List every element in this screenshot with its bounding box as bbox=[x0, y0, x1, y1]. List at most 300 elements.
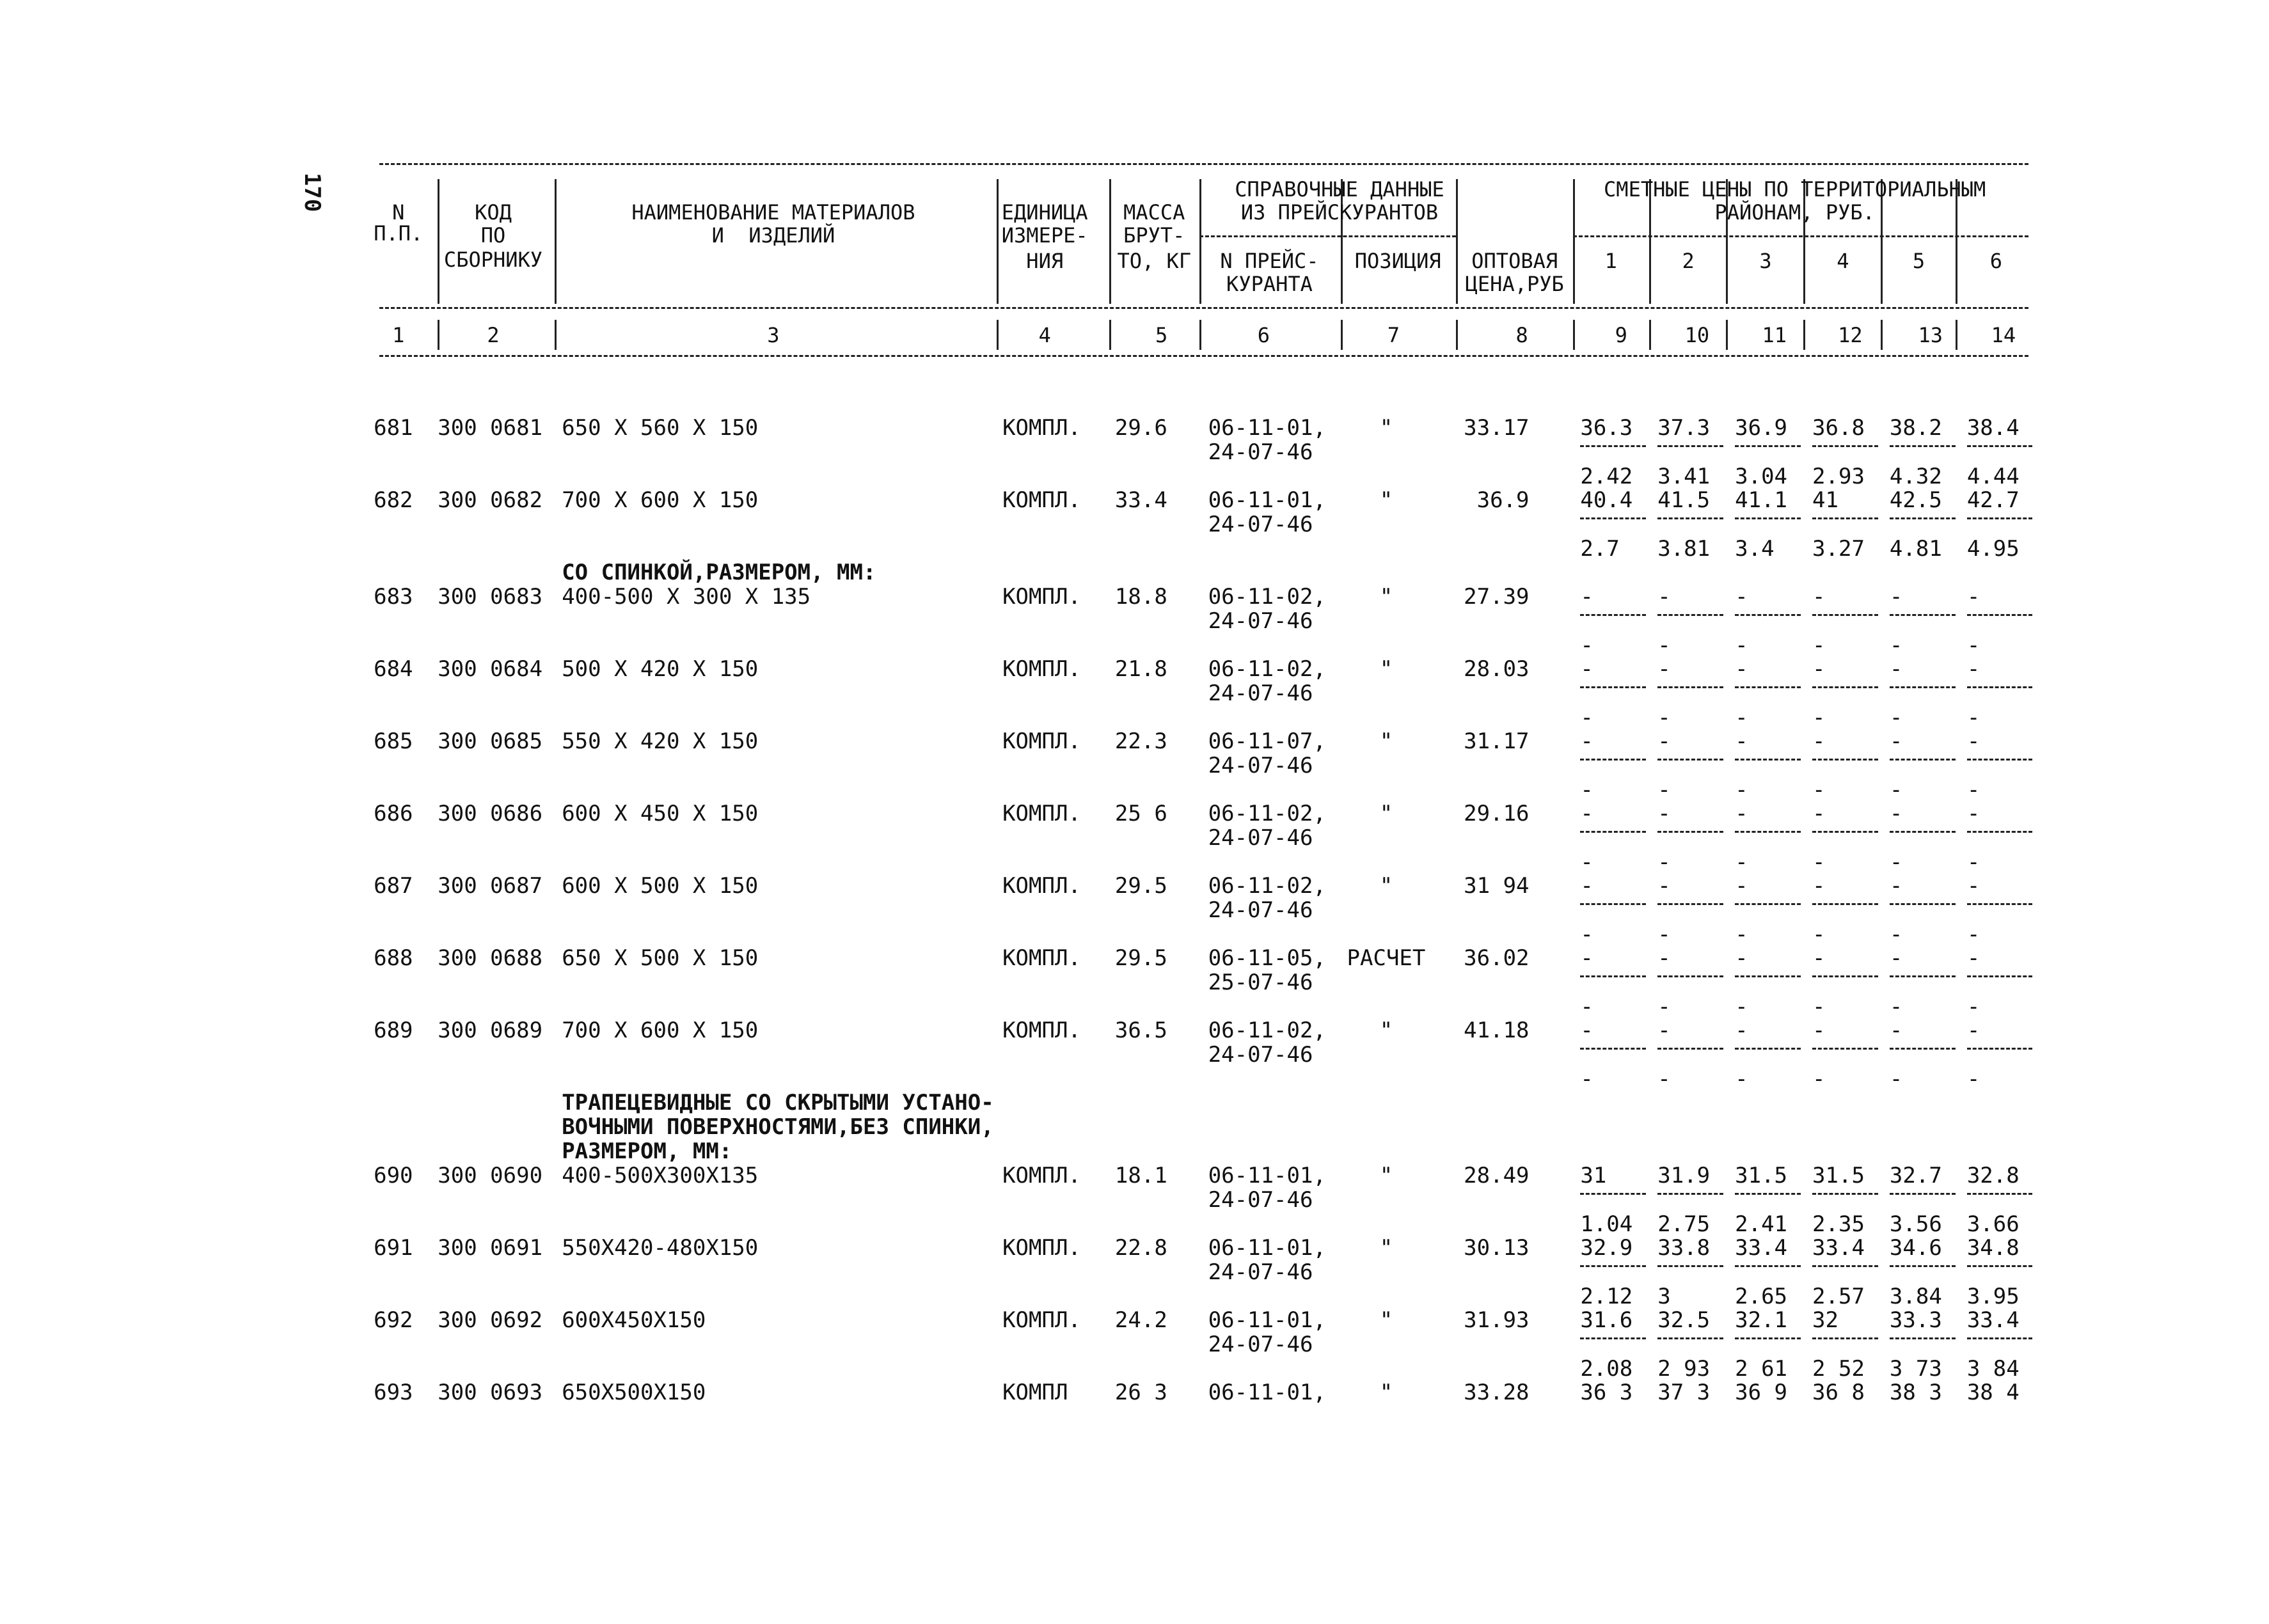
row-position: " bbox=[1379, 584, 1393, 610]
row-pricelist: 06-11-01, bbox=[1208, 415, 1326, 441]
fraction-bar bbox=[1890, 517, 1956, 519]
transport-cost: - bbox=[1735, 922, 1748, 947]
transport-cost: 2.65 bbox=[1735, 1284, 1788, 1309]
fraction-bar bbox=[1735, 759, 1801, 761]
transport-cost: - bbox=[1889, 1066, 1903, 1092]
header-column-number: 1 bbox=[392, 323, 405, 347]
header-bottom-rule bbox=[379, 355, 2028, 357]
row-pricelist: 25-07-46 bbox=[1208, 970, 1313, 995]
fraction-bar bbox=[1967, 614, 2033, 616]
estimate-price: 34.6 bbox=[1889, 1235, 1942, 1261]
fraction-bar bbox=[1657, 759, 1723, 761]
row-mass: 26 3 bbox=[1114, 1380, 1167, 1405]
estimate-price: 41 bbox=[1812, 487, 1838, 513]
transport-cost: 3.84 bbox=[1889, 1284, 1942, 1309]
transport-cost: 2.42 bbox=[1580, 464, 1633, 489]
fraction-bar bbox=[1735, 1048, 1801, 1050]
header-code: ПО bbox=[480, 223, 506, 248]
row-wholesale-price: 29.16 bbox=[1464, 801, 1530, 826]
fraction-bar bbox=[1967, 1048, 2033, 1050]
transport-cost: - bbox=[1735, 1066, 1748, 1092]
header-num: N bbox=[392, 200, 405, 225]
header-mass: ТО, КГ bbox=[1117, 249, 1192, 273]
estimate-price: - bbox=[1735, 1018, 1748, 1043]
row-pricelist: 06-11-02, bbox=[1208, 1018, 1326, 1043]
estimate-price: - bbox=[1889, 801, 1903, 826]
row-number: 683 bbox=[374, 584, 413, 610]
estimate-price: - bbox=[1580, 729, 1593, 754]
header-num: П.П. bbox=[374, 221, 423, 246]
transport-cost: - bbox=[1657, 705, 1671, 730]
estimate-price: 38 4 bbox=[1966, 1380, 2020, 1405]
transport-cost: 3 84 bbox=[1966, 1356, 2020, 1382]
page-number: 170 bbox=[299, 173, 325, 212]
fraction-bar bbox=[1735, 975, 1801, 977]
transport-cost: - bbox=[1657, 777, 1671, 803]
estimate-price: - bbox=[1889, 656, 1903, 682]
estimate-price: 40.4 bbox=[1580, 487, 1633, 513]
header-region: 2 bbox=[1682, 249, 1695, 273]
row-pricelist: 06-11-01, bbox=[1208, 1307, 1326, 1333]
row-position: " bbox=[1379, 415, 1393, 441]
row-mass: 29.6 bbox=[1114, 415, 1167, 441]
row-unit: КОМПЛ. bbox=[1002, 656, 1081, 682]
fraction-bar bbox=[1580, 831, 1646, 833]
header-estimate-group: РАЙОНАМ, РУБ. bbox=[1714, 200, 1875, 225]
estimate-price: - bbox=[1735, 873, 1748, 899]
header-column-number: 11 bbox=[1762, 323, 1787, 347]
transport-cost: 3.27 bbox=[1812, 536, 1865, 562]
row-number: 682 bbox=[374, 487, 413, 513]
header-name: И ИЗДЕЛИЙ bbox=[711, 223, 835, 248]
row-position: " bbox=[1379, 873, 1393, 899]
estimate-price: 32.1 bbox=[1735, 1307, 1788, 1333]
header-position: ПОЗИЦИЯ bbox=[1354, 249, 1441, 273]
fraction-bar bbox=[1580, 759, 1646, 761]
transport-cost: - bbox=[1657, 849, 1671, 875]
row-pricelist: 06-11-02, bbox=[1208, 801, 1326, 826]
row-code: 300 0692 bbox=[438, 1307, 543, 1333]
row-code: 300 0683 bbox=[438, 584, 543, 610]
header-column-number: 9 bbox=[1615, 323, 1627, 347]
row-pricelist: 06-11-07, bbox=[1208, 729, 1326, 754]
header-ref-group: ИЗ ПРЕЙСКУРАНТОВ bbox=[1240, 200, 1439, 225]
estimate-price: - bbox=[1812, 729, 1826, 754]
transport-cost: - bbox=[1966, 994, 1980, 1020]
transport-cost: 4.95 bbox=[1966, 536, 2020, 562]
fraction-bar bbox=[1580, 1193, 1646, 1195]
transport-cost: 2.57 bbox=[1812, 1284, 1865, 1309]
row-unit: КОМПЛ. bbox=[1002, 1163, 1081, 1188]
fraction-bar bbox=[1657, 1048, 1723, 1050]
row-code: 300 0691 bbox=[438, 1235, 543, 1261]
fraction-bar bbox=[1890, 1048, 1956, 1050]
fraction-bar bbox=[1890, 975, 1956, 977]
row-unit: КОМПЛ. bbox=[1002, 584, 1081, 610]
row-wholesale-price: 28.03 bbox=[1464, 656, 1530, 682]
row-code: 300 0687 bbox=[438, 873, 543, 899]
fraction-bar bbox=[1890, 445, 1956, 447]
estimate-price: - bbox=[1580, 1018, 1593, 1043]
estimate-price: - bbox=[1735, 801, 1748, 826]
estimate-price: - bbox=[1735, 584, 1748, 610]
estimate-price: - bbox=[1657, 873, 1671, 899]
row-mass: 33.4 bbox=[1114, 487, 1167, 513]
transport-cost: 3.56 bbox=[1889, 1211, 1942, 1237]
row-pricelist: 06-11-05, bbox=[1208, 945, 1326, 971]
fraction-bar bbox=[1657, 517, 1723, 519]
header-column-number: 6 bbox=[1257, 323, 1270, 347]
transport-cost: 2.35 bbox=[1812, 1211, 1865, 1237]
row-code: 300 0685 bbox=[438, 729, 543, 754]
row-wholesale-price: 27.39 bbox=[1464, 584, 1530, 610]
row-mass: 21.8 bbox=[1114, 656, 1167, 682]
row-unit: КОМПЛ. bbox=[1002, 1235, 1081, 1261]
estimate-price: - bbox=[1580, 801, 1593, 826]
estimate-price: - bbox=[1889, 729, 1903, 754]
fraction-bar bbox=[1580, 1048, 1646, 1050]
transport-cost: - bbox=[1889, 994, 1903, 1020]
transport-cost: - bbox=[1966, 633, 1980, 658]
fraction-bar bbox=[1580, 975, 1646, 977]
section-heading: СО СПИНКОЙ,РАЗМЕРОМ, ММ: bbox=[562, 560, 876, 585]
transport-cost: 2.41 bbox=[1735, 1211, 1788, 1237]
estimate-price: 32.9 bbox=[1580, 1235, 1633, 1261]
estimate-price: - bbox=[1966, 945, 1980, 971]
estimate-price: - bbox=[1812, 873, 1826, 899]
row-position: " bbox=[1379, 1380, 1393, 1405]
row-position: " bbox=[1379, 801, 1393, 826]
row-position: " bbox=[1379, 1018, 1393, 1043]
row-name: 650 X 500 X 150 bbox=[562, 945, 759, 971]
fraction-bar bbox=[1812, 614, 1878, 616]
fraction-bar bbox=[1890, 831, 1956, 833]
fraction-bar bbox=[1580, 517, 1646, 519]
header-column-number: 7 bbox=[1387, 323, 1400, 347]
estimate-price: 37 3 bbox=[1657, 1380, 1711, 1405]
transport-cost: - bbox=[1580, 1066, 1593, 1092]
transport-cost: 2.93 bbox=[1812, 464, 1865, 489]
transport-cost: - bbox=[1889, 849, 1903, 875]
fraction-bar bbox=[1812, 1048, 1878, 1050]
row-wholesale-price: 31.17 bbox=[1464, 729, 1530, 754]
row-name: 700 X 600 X 150 bbox=[562, 487, 759, 513]
row-pricelist: 24-07-46 bbox=[1208, 608, 1313, 634]
row-pricelist: 24-07-46 bbox=[1208, 897, 1313, 923]
row-pricelist: 24-07-46 bbox=[1208, 1332, 1313, 1357]
fraction-bar bbox=[1580, 1337, 1646, 1339]
row-pricelist: 24-07-46 bbox=[1208, 1042, 1313, 1068]
estimate-price: - bbox=[1657, 656, 1671, 682]
section-heading: ТРАПЕЦЕВИДНЫЕ СО СКРЫТЫМИ УСТАНО- bbox=[562, 1090, 994, 1116]
fraction-bar bbox=[1967, 686, 2033, 688]
row-code: 300 0686 bbox=[438, 801, 543, 826]
fraction-bar bbox=[1890, 1337, 1956, 1339]
row-mass: 22.8 bbox=[1114, 1235, 1167, 1261]
header-code: СБОРНИКУ bbox=[443, 248, 543, 272]
estimate-price: 31.5 bbox=[1735, 1163, 1788, 1188]
transport-cost: - bbox=[1812, 849, 1826, 875]
transport-cost: - bbox=[1580, 633, 1593, 658]
estimate-price: - bbox=[1889, 945, 1903, 971]
transport-cost: 3.81 bbox=[1657, 536, 1711, 562]
estimate-price: - bbox=[1966, 729, 1980, 754]
fraction-bar bbox=[1735, 517, 1801, 519]
transport-cost: - bbox=[1657, 994, 1671, 1020]
header-unit: ЕДИНИЦА bbox=[1001, 200, 1088, 225]
row-number: 687 bbox=[374, 873, 413, 899]
transport-cost: - bbox=[1657, 1066, 1671, 1092]
header-code: КОД bbox=[475, 200, 512, 225]
transport-cost: 3.95 bbox=[1966, 1284, 2020, 1309]
estimate-price: 31 bbox=[1580, 1163, 1607, 1188]
transport-cost: 2 61 bbox=[1735, 1356, 1788, 1382]
row-unit: КОМПЛ. bbox=[1002, 873, 1081, 899]
row-number: 685 bbox=[374, 729, 413, 754]
estimate-price: 31.5 bbox=[1812, 1163, 1865, 1188]
estimate-price: 38.4 bbox=[1966, 415, 2020, 441]
estimate-price: - bbox=[1580, 945, 1593, 971]
row-pricelist: 24-07-46 bbox=[1208, 512, 1313, 537]
estimate-price: - bbox=[1966, 656, 1980, 682]
fraction-bar bbox=[1812, 445, 1878, 447]
fraction-bar bbox=[1657, 686, 1723, 688]
transport-cost: 1.04 bbox=[1580, 1211, 1633, 1237]
estimate-price: 41.5 bbox=[1657, 487, 1711, 513]
estimate-price: - bbox=[1580, 656, 1593, 682]
estimate-price: 33.3 bbox=[1889, 1307, 1942, 1333]
transport-cost: - bbox=[1812, 1066, 1826, 1092]
fraction-bar bbox=[1657, 975, 1723, 977]
fraction-bar bbox=[1735, 1193, 1801, 1195]
estimate-price: - bbox=[1966, 873, 1980, 899]
row-wholesale-price: 41.18 bbox=[1464, 1018, 1530, 1043]
row-position: РАСЧЕТ bbox=[1347, 945, 1426, 971]
fraction-bar bbox=[1580, 903, 1646, 905]
header-column-number: 4 bbox=[1038, 323, 1051, 347]
transport-cost: 3.66 bbox=[1966, 1211, 2020, 1237]
estimate-price: 38.2 bbox=[1889, 415, 1942, 441]
transport-cost: - bbox=[1889, 705, 1903, 730]
header-column-number: 3 bbox=[767, 323, 780, 347]
transport-cost: - bbox=[1657, 633, 1671, 658]
row-wholesale-price: 33.17 bbox=[1464, 415, 1530, 441]
row-name: 500 X 420 X 150 bbox=[562, 656, 759, 682]
row-pricelist: 24-07-46 bbox=[1208, 1187, 1313, 1213]
fraction-bar bbox=[1580, 686, 1646, 688]
row-position: " bbox=[1379, 1163, 1393, 1188]
transport-cost: - bbox=[1735, 777, 1748, 803]
row-code: 300 0681 bbox=[438, 415, 543, 441]
estimate-price: 32.5 bbox=[1657, 1307, 1711, 1333]
row-pricelist: 24-07-46 bbox=[1208, 825, 1313, 851]
row-position: " bbox=[1379, 1235, 1393, 1261]
row-wholesale-price: 30.13 bbox=[1464, 1235, 1530, 1261]
row-wholesale-price: 36.02 bbox=[1464, 945, 1530, 971]
row-code: 300 0688 bbox=[438, 945, 543, 971]
header-region: 3 bbox=[1759, 249, 1772, 273]
fraction-bar bbox=[1735, 445, 1801, 447]
estimate-price: - bbox=[1735, 729, 1748, 754]
row-number: 690 bbox=[374, 1163, 413, 1188]
fraction-bar bbox=[1890, 903, 1956, 905]
row-number: 686 bbox=[374, 801, 413, 826]
estimate-price: - bbox=[1657, 584, 1671, 610]
fraction-bar bbox=[1657, 1337, 1723, 1339]
estimate-price: 38 3 bbox=[1889, 1380, 1942, 1405]
estimate-price: - bbox=[1966, 1018, 1980, 1043]
transport-cost: 4.81 bbox=[1889, 536, 1942, 562]
row-code: 300 0693 bbox=[438, 1380, 543, 1405]
header-column-number: 10 bbox=[1684, 323, 1710, 347]
row-wholesale-price: 31.93 bbox=[1464, 1307, 1530, 1333]
fraction-bar bbox=[1967, 517, 2033, 519]
header-unit: НИЯ bbox=[1026, 249, 1064, 273]
fraction-bar bbox=[1580, 614, 1646, 616]
row-number: 691 bbox=[374, 1235, 413, 1261]
fraction-bar bbox=[1967, 1265, 2033, 1267]
transport-cost: 2 52 bbox=[1812, 1356, 1865, 1382]
transport-cost: - bbox=[1580, 922, 1593, 947]
row-number: 692 bbox=[374, 1307, 413, 1333]
estimate-price: 33.4 bbox=[1735, 1235, 1788, 1261]
row-pricelist: 06-11-01, bbox=[1208, 1163, 1326, 1188]
transport-cost: - bbox=[1966, 922, 1980, 947]
row-unit: КОМПЛ bbox=[1002, 1380, 1068, 1405]
row-name: 700 X 600 X 150 bbox=[562, 1018, 759, 1043]
estimate-price: 32 bbox=[1812, 1307, 1838, 1333]
row-name: 550X420-480X150 bbox=[562, 1235, 759, 1261]
header-pricelist: N ПРЕЙС- bbox=[1220, 249, 1319, 273]
transport-cost: 3.41 bbox=[1657, 464, 1711, 489]
fraction-bar bbox=[1812, 1337, 1878, 1339]
transport-cost: - bbox=[1812, 705, 1826, 730]
estimate-price: - bbox=[1580, 584, 1593, 610]
fraction-bar bbox=[1657, 1193, 1723, 1195]
row-name: 400-500X300X135 bbox=[562, 1163, 759, 1188]
row-position: " bbox=[1379, 656, 1393, 682]
transport-cost: - bbox=[1580, 994, 1593, 1020]
header-region: 5 bbox=[1912, 249, 1925, 273]
fraction-bar bbox=[1812, 903, 1878, 905]
row-mass: 36.5 bbox=[1114, 1018, 1167, 1043]
fraction-bar bbox=[1812, 975, 1878, 977]
fraction-bar bbox=[1967, 1193, 2033, 1195]
transport-cost: 3.4 bbox=[1735, 536, 1775, 562]
header-column-number: 5 bbox=[1155, 323, 1168, 347]
transport-cost: 2.12 bbox=[1580, 1284, 1633, 1309]
header-wholesale: ОПТОВАЯ bbox=[1471, 249, 1558, 273]
fraction-bar bbox=[1812, 686, 1878, 688]
fraction-bar bbox=[1812, 831, 1878, 833]
transport-cost: 3.04 bbox=[1735, 464, 1788, 489]
estimate-price: - bbox=[1812, 801, 1826, 826]
fraction-bar bbox=[1735, 903, 1801, 905]
transport-cost: - bbox=[1889, 777, 1903, 803]
estimate-price: 31.6 bbox=[1580, 1307, 1633, 1333]
transport-cost: - bbox=[1580, 777, 1593, 803]
fraction-bar bbox=[1812, 1265, 1878, 1267]
transport-cost: - bbox=[1966, 1066, 1980, 1092]
fraction-bar bbox=[1890, 1265, 1956, 1267]
row-unit: КОМПЛ. bbox=[1002, 1307, 1081, 1333]
header-column-number: 14 bbox=[1991, 323, 2016, 347]
transport-cost: - bbox=[1966, 705, 1980, 730]
estimate-price: 36 3 bbox=[1580, 1380, 1633, 1405]
estimate-group-rule bbox=[1573, 235, 2028, 237]
estimate-price: 42.7 bbox=[1966, 487, 2020, 513]
estimate-price: - bbox=[1812, 945, 1826, 971]
transport-cost: - bbox=[1889, 633, 1903, 658]
estimate-price: - bbox=[1657, 729, 1671, 754]
estimate-price: - bbox=[1812, 1018, 1826, 1043]
transport-cost: - bbox=[1735, 849, 1748, 875]
fraction-bar bbox=[1735, 686, 1801, 688]
estimate-price: 36 8 bbox=[1812, 1380, 1865, 1405]
row-mass: 22.3 bbox=[1114, 729, 1167, 754]
row-pricelist: 06-11-02, bbox=[1208, 584, 1326, 610]
row-unit: КОМПЛ. bbox=[1002, 729, 1081, 754]
transport-cost: - bbox=[1580, 849, 1593, 875]
estimate-price: 32.7 bbox=[1889, 1163, 1942, 1188]
transport-cost: 3 73 bbox=[1889, 1356, 1942, 1382]
transport-cost: - bbox=[1966, 777, 1980, 803]
estimate-price: - bbox=[1657, 801, 1671, 826]
header-mass: БРУТ- bbox=[1123, 223, 1185, 248]
row-wholesale-price: 33.28 bbox=[1464, 1380, 1530, 1405]
estimate-price: 36.9 bbox=[1735, 415, 1788, 441]
header-column-number: 2 bbox=[487, 323, 500, 347]
fraction-bar bbox=[1967, 759, 2033, 761]
transport-cost: - bbox=[1735, 994, 1748, 1020]
fraction-bar bbox=[1657, 831, 1723, 833]
estimate-price: 31.9 bbox=[1657, 1163, 1711, 1188]
transport-cost: - bbox=[1657, 922, 1671, 947]
row-code: 300 0682 bbox=[438, 487, 543, 513]
estimate-price: - bbox=[1966, 801, 1980, 826]
row-pricelist: 06-11-01, bbox=[1208, 1380, 1326, 1405]
row-unit: КОМПЛ. bbox=[1002, 945, 1081, 971]
row-unit: КОМПЛ. bbox=[1002, 487, 1081, 513]
header-mid-rule bbox=[379, 307, 2028, 309]
row-mass: 18.1 bbox=[1114, 1163, 1167, 1188]
estimate-price: 32.8 bbox=[1966, 1163, 2020, 1188]
fraction-bar bbox=[1657, 445, 1723, 447]
estimate-price: 33.4 bbox=[1966, 1307, 2020, 1333]
fraction-bar bbox=[1657, 903, 1723, 905]
row-name: 650X500X150 bbox=[562, 1380, 706, 1405]
fraction-bar bbox=[1812, 1193, 1878, 1195]
header-column-number: 8 bbox=[1515, 323, 1528, 347]
transport-cost: 3 bbox=[1657, 1284, 1671, 1309]
estimate-price: 36 9 bbox=[1735, 1380, 1788, 1405]
row-position: " bbox=[1379, 1307, 1393, 1333]
estimate-price: 34.8 bbox=[1966, 1235, 2020, 1261]
fraction-bar bbox=[1967, 903, 2033, 905]
fraction-bar bbox=[1967, 975, 2033, 977]
header-region: 4 bbox=[1837, 249, 1849, 273]
fraction-bar bbox=[1580, 1265, 1646, 1267]
transport-cost: 4.44 bbox=[1966, 464, 2020, 489]
row-pricelist: 06-11-02, bbox=[1208, 656, 1326, 682]
row-name: 600 X 500 X 150 bbox=[562, 873, 759, 899]
row-code: 300 0684 bbox=[438, 656, 543, 682]
fraction-bar bbox=[1735, 614, 1801, 616]
header-region: 1 bbox=[1604, 249, 1617, 273]
fraction-bar bbox=[1812, 517, 1878, 519]
fraction-bar bbox=[1580, 445, 1646, 447]
fraction-bar bbox=[1890, 759, 1956, 761]
